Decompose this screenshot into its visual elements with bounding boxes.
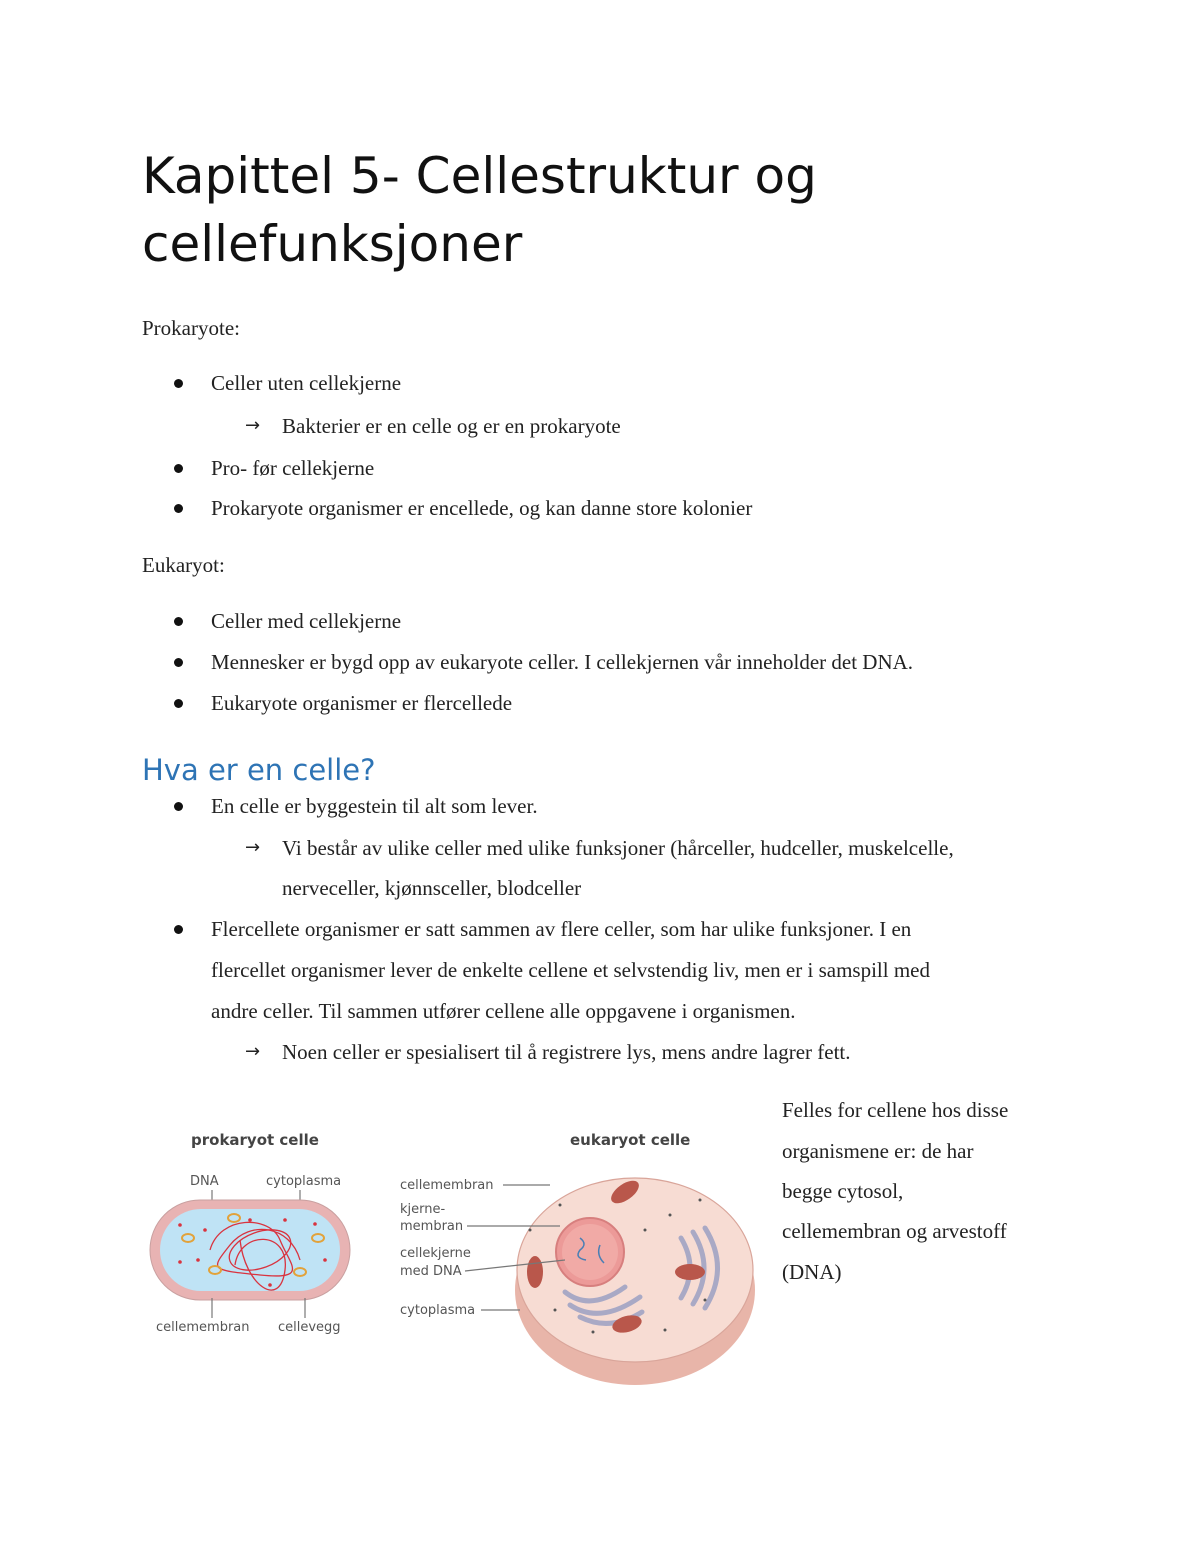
list-item-continued: flercellet organismer lever de enkelte cellene et selvstendig liv, men er i samspill med: [211, 958, 930, 982]
cellekjerne-label-2: med DNA: [400, 1264, 462, 1279]
list-subitem-continued: nerveceller, kjønnsceller, blodceller: [282, 876, 582, 900]
list-item: Pro- før cellekjerne: [211, 456, 375, 480]
eukaryot-cell-figure: [395, 1120, 765, 1400]
arrow-right-icon: →: [245, 1041, 261, 1062]
kjernemembran-label-1: kjerne-: [400, 1202, 446, 1217]
side-note-line: (DNA): [782, 1260, 842, 1284]
prokaryote-label: Prokaryote:: [142, 316, 240, 340]
list-item: Eukaryote organismer er flercellede: [211, 691, 513, 715]
bullet-icon: [174, 802, 183, 811]
cytoplasma-label: cytoplasma: [266, 1174, 342, 1189]
bullet-icon: [174, 504, 183, 513]
bullet-icon: [174, 925, 183, 934]
bullet-icon: [174, 658, 183, 667]
list-item: Flercellete organismer er satt sammen av flere celler, som har ulike funksjoner. I en: [211, 917, 912, 941]
dna-label: DNA: [190, 1174, 219, 1189]
side-note-line: cellemembran og arvestoff: [782, 1219, 1007, 1243]
bullet-icon: [174, 379, 183, 388]
list-item: En celle er byggestein til alt som lever.: [211, 794, 538, 818]
prokaryot-figure-title: prokaryot celle: [191, 1131, 319, 1149]
cytoplasma-label: cytoplasma: [400, 1303, 476, 1318]
cellevegg-label: cellevegg: [278, 1320, 341, 1335]
list-item: Celler med cellekjerne: [211, 609, 402, 633]
cellemembran-label: cellemembran: [400, 1178, 494, 1193]
bullet-icon: [174, 617, 183, 626]
cellemembran-label: cellemembran: [156, 1320, 250, 1335]
bullet-icon: [174, 464, 183, 473]
list-item: Celler uten cellekjerne: [211, 371, 402, 395]
list-item: Prokaryote organismer er encellede, og kan danne store kolonier: [211, 496, 753, 520]
eukaryot-label: Eukaryot:: [142, 553, 225, 577]
list-subitem: Bakterier er en celle og er en prokaryote: [282, 414, 621, 438]
list-item-continued: andre celler. Til sammen utfører cellene alle oppgavene i organismen.: [211, 999, 796, 1023]
list-subitem: Vi består av ulike celler med ulike funksjoner (hårceller, hudceller, muskelcelle,: [282, 836, 954, 860]
arrow-right-icon: →: [245, 837, 261, 858]
prokaryot-cell-figure: [140, 1120, 365, 1350]
kjernemembran-label-2: membran: [400, 1219, 464, 1234]
side-note-line: organismene er: de har: [782, 1139, 974, 1163]
arrow-right-icon: →: [245, 415, 261, 436]
page-title: Kapittel 5- Cellestruktur og cellefunksjoner: [142, 147, 817, 273]
side-note-line: begge cytosol,: [782, 1179, 904, 1203]
side-note-line: Felles for cellene hos disse: [782, 1098, 1009, 1122]
eukaryot-figure-title: eukaryot celle: [570, 1131, 691, 1149]
bullet-icon: [174, 699, 183, 708]
cellekjerne-label-1: cellekjerne: [400, 1246, 471, 1261]
list-item: Mennesker er bygd opp av eukaryote celler. I cellekjernen vår inneholder det DNA.: [211, 650, 914, 674]
section-heading: Hva er en celle?: [142, 753, 376, 787]
list-subitem: Noen celler er spesialisert til å registrere lys, mens andre lagrer fett.: [282, 1040, 851, 1064]
